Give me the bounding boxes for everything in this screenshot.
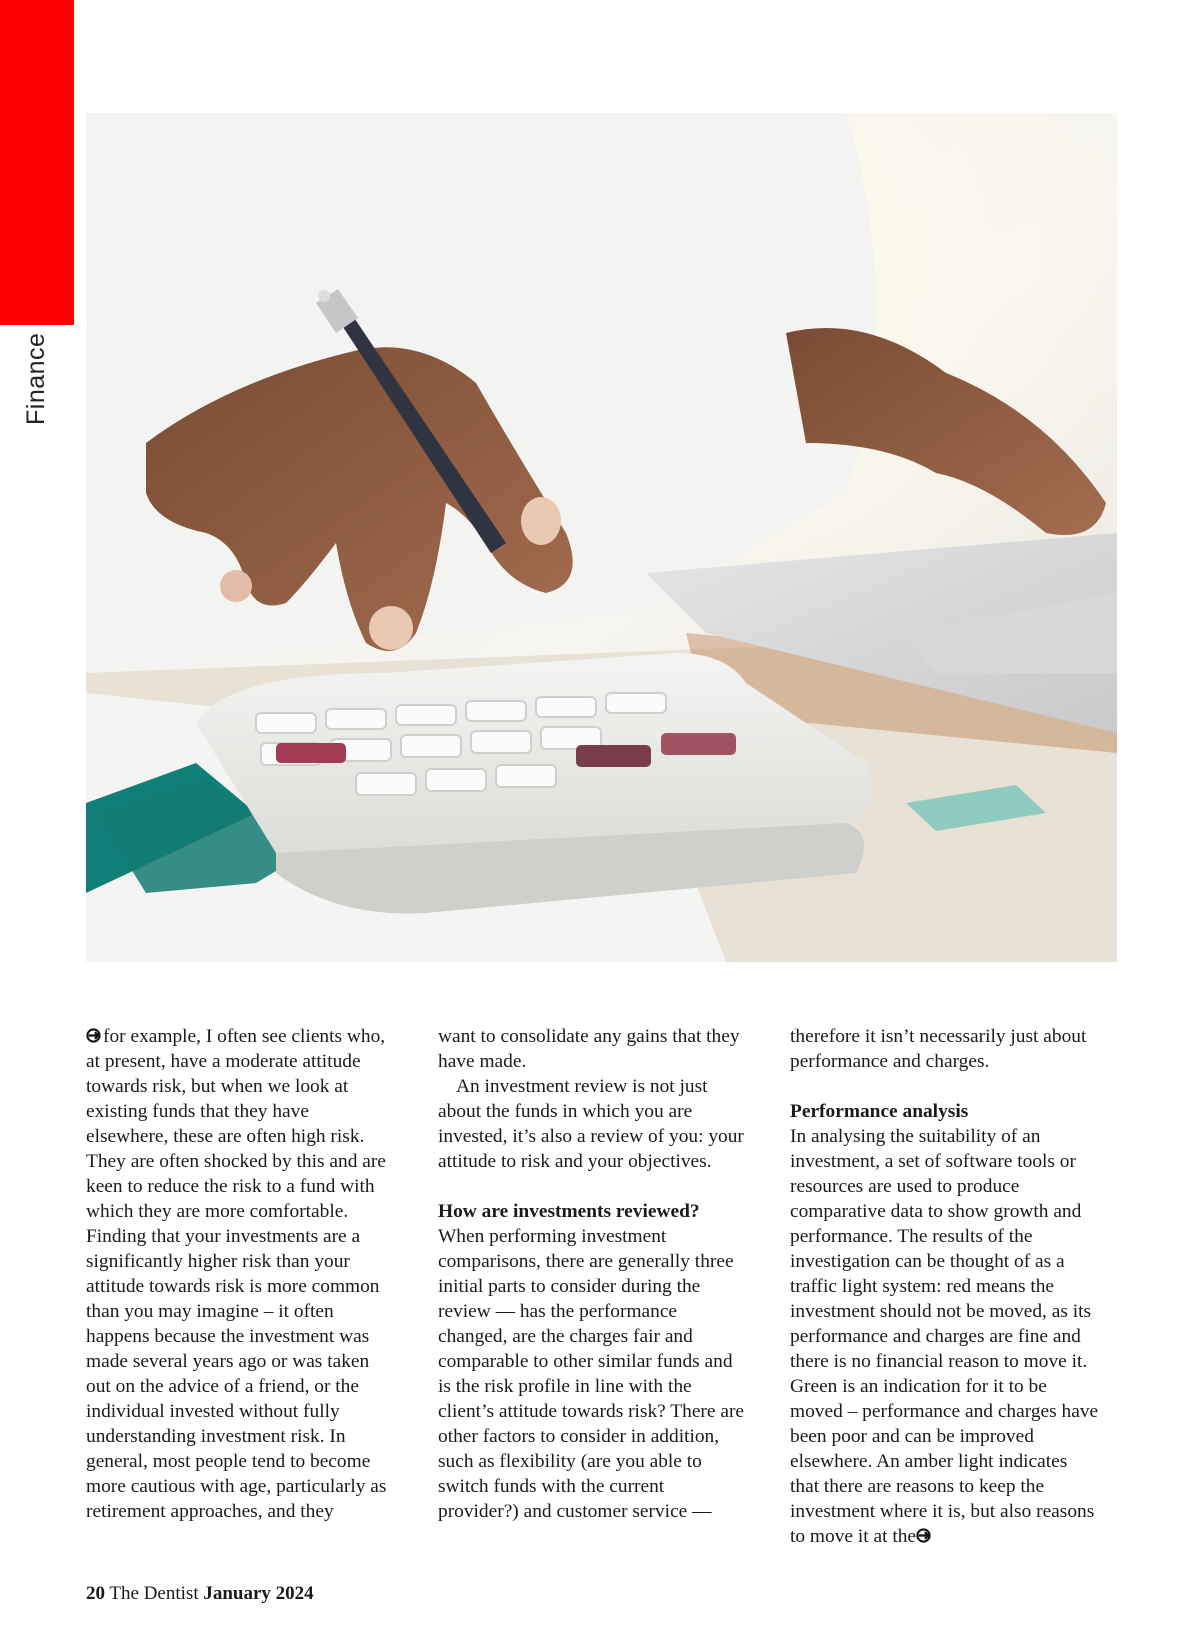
publication-name: The Dentist <box>109 1583 199 1604</box>
column-2 <box>438 1024 748 1524</box>
article-body <box>86 1024 1117 1554</box>
circle-arrow-right-icon <box>86 1028 101 1043</box>
page-footer <box>86 1583 314 1605</box>
paragraph: An investment review is not just about the funds in which you are invested, it’s also a review of you: your attitude to risk and your objectives. <box>438 1076 744 1172</box>
page-number: 20 <box>86 1583 105 1604</box>
paragraph-text: In analysing the suitability of an investment, a set of software tools or resources are used to produce comparative data to show growth and performance. The results of the investigation can be thought of as a traffic light system: red means the investment should not be moved, as its performance and charges are fine and there is no financial reason to move it. Green is an indication for it to be moved – performance and charges have been poor and can be improved elsewhere. An amber light indicates that there are reasons to keep the investment where it is, but also reasons to move it at the <box>790 1126 1099 1547</box>
subheading: How are investments reviewed? <box>438 1201 700 1222</box>
paragraph-text: for example, I often see clients who, at present, have a moderate attitude towards risk, but when we look at existing funds that they have elsewhere, these are often high risk. They are often shocked by this and are keen to reduce the risk to a fund with which they are more comfortable. Finding that your investments are a significantly higher risk than your attitude towards risk is more common than you may imagine – it often happens because the investment was made several years ago or was taken out on the advice of a friend, or the individual invested without fully understanding investment risk. In general, most people tend to become more cautious with age, particularly as retirement approaches, and they <box>86 1026 387 1522</box>
subheading: Performance analysis <box>790 1101 969 1122</box>
paragraph <box>790 1124 1100 1549</box>
section-color-tab <box>0 0 74 325</box>
paragraph: want to consolidate any gains that they have made. <box>438 1026 740 1072</box>
section-label: Finance <box>22 332 50 425</box>
column-3 <box>790 1024 1100 1549</box>
column-1 <box>86 1024 396 1524</box>
issue-date: January 2024 <box>203 1583 314 1604</box>
circle-arrow-right-icon <box>916 1528 931 1543</box>
paragraph: therefore it isn’t necessarily just about performance and charges. <box>790 1026 1087 1072</box>
paragraph: When performing investment comparisons, there are generally three initial parts to consider during the review — has the performance changed, are the charges fair and comparable to other similar funds and is the risk profile in line with the client’s attitude towards risk? There are other factors to consider in addition, such as flexibility (are you able to switch funds with the current provider?) and customer service — <box>438 1226 745 1522</box>
hands-calculator-illustration <box>86 113 1117 962</box>
hero-photo <box>86 113 1117 962</box>
paragraph <box>86 1024 396 1524</box>
